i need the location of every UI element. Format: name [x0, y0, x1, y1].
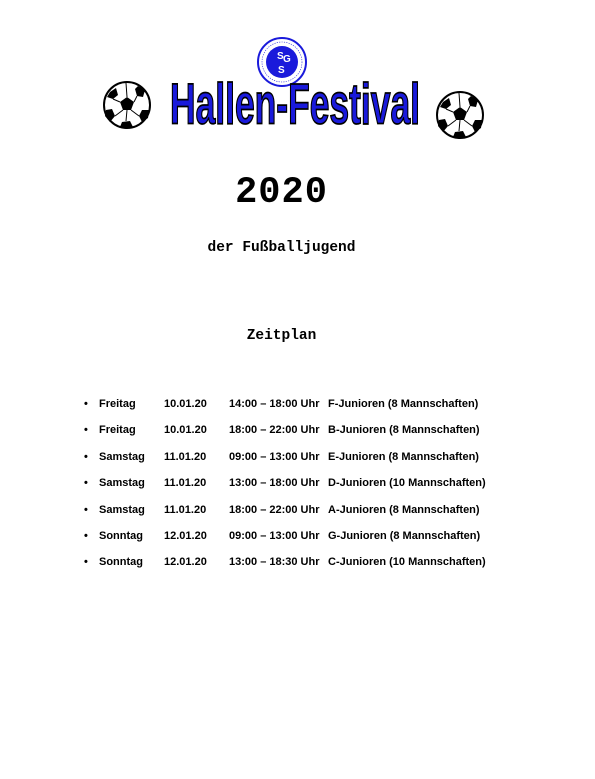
schedule-team: G-Junioren (8 Mannschaften): [328, 530, 481, 542]
event-title-text: Hallen-Festival: [170, 72, 421, 137]
schedule-day: Sonntag: [99, 556, 143, 568]
schedule-day: Freitag: [99, 398, 136, 410]
schedule-day: Sonntag: [99, 530, 143, 542]
event-year: 2020: [235, 172, 328, 214]
soccer-ball-icon: [102, 80, 152, 130]
bullet-icon: •: [84, 556, 88, 568]
schedule-row: [0, 424, 595, 442]
bullet-icon: •: [84, 451, 88, 463]
schedule-day: Samstag: [99, 504, 145, 516]
schedule-row: [0, 556, 595, 574]
schedule-time: 09:00 – 13:00 Uhr: [229, 530, 320, 542]
schedule-row: [0, 398, 595, 416]
schedule-day: Samstag: [99, 451, 145, 463]
schedule-row: [0, 477, 595, 495]
logo-letter-g: G: [283, 54, 291, 65]
schedule-time: 09:00 – 13:00 Uhr: [229, 451, 320, 463]
schedule-team: B-Junioren (8 Mannschaften): [328, 424, 480, 436]
schedule-team: F-Junioren (8 Mannschaften): [328, 398, 479, 410]
logo-letter-s2: S: [278, 65, 285, 76]
schedule-team: C-Junioren (10 Mannschaften): [328, 556, 486, 568]
schedule-time: 18:00 – 22:00 Uhr: [229, 504, 320, 516]
event-subtitle: der Fußballjugend: [207, 240, 356, 256]
schedule-date: 10.01.20: [164, 424, 207, 436]
schedule-date: 11.01.20: [164, 477, 207, 489]
schedule-day: Freitag: [99, 424, 136, 436]
schedule-team: E-Junioren (8 Mannschaften): [328, 451, 479, 463]
schedule-date: 10.01.20: [164, 398, 207, 410]
schedule-heading: Zeitplan: [246, 328, 317, 344]
event-header: [0, 0, 595, 160]
schedule-date: 12.01.20: [164, 530, 207, 542]
schedule-date: 12.01.20: [164, 556, 207, 568]
schedule-time: 14:00 – 18:00 Uhr: [229, 398, 320, 410]
schedule-team: D-Junioren (10 Mannschaften): [328, 477, 486, 489]
schedule-day: Samstag: [99, 477, 145, 489]
schedule-time: 18:00 – 22:00 Uhr: [229, 424, 320, 436]
schedule-row: [0, 504, 595, 522]
bullet-icon: •: [84, 477, 88, 489]
schedule-row: [0, 451, 595, 469]
soccer-ball-icon: [435, 90, 485, 140]
schedule-time: 13:00 – 18:30 Uhr: [229, 556, 320, 568]
schedule-team: A-Junioren (8 Mannschaften): [328, 504, 480, 516]
bullet-icon: •: [84, 424, 88, 436]
bullet-icon: •: [84, 530, 88, 542]
schedule-date: 11.01.20: [164, 451, 207, 463]
bullet-icon: •: [84, 504, 88, 516]
schedule-date: 11.01.20: [164, 504, 207, 516]
bullet-icon: •: [84, 398, 88, 410]
schedule-row: [0, 530, 595, 548]
schedule-time: 13:00 – 18:00 Uhr: [229, 477, 320, 489]
logo-letter-s1: S: [277, 51, 284, 62]
event-title: [168, 56, 423, 144]
